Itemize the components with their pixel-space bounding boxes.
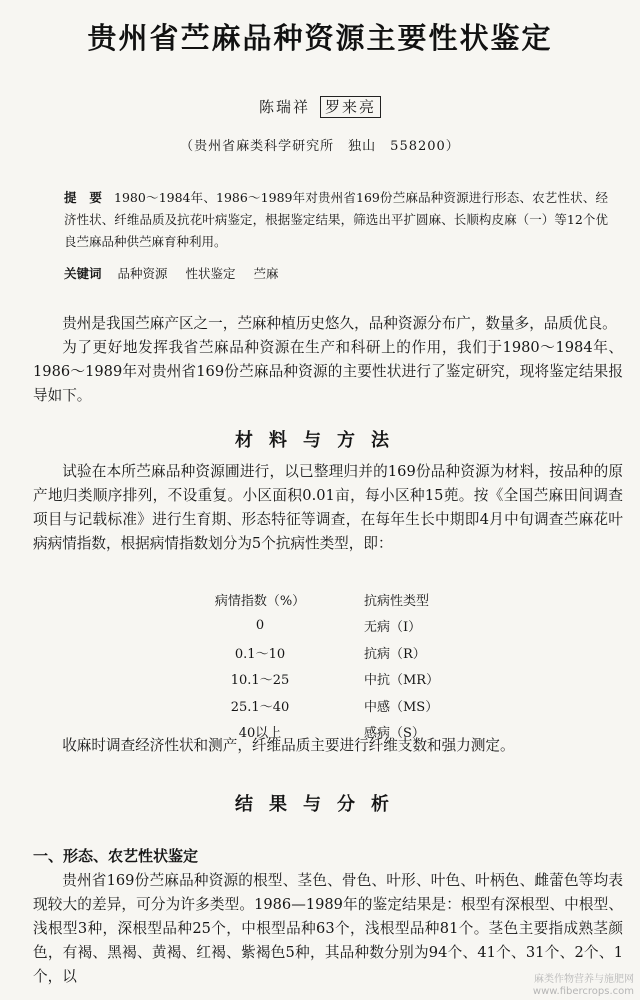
subsection-heading: 一、形态、农艺性状鉴定 [33, 847, 199, 865]
results-paragraph: 贵州省169份苎麻品种资源的根型、茎色、骨色、叶形、叶色、叶柄色、雌蕾色等均表现较大的差异，可分为许多类型。1986—1989年的鉴定结果是：根型有深根型、中根型、浅根型3种，深根型品种25个，中根型品种63个，浅根型品种81个。茎色主要指成熟茎颜色，有褐、黑褐、黄褐、红褐、紫褐色5种，其品种数分别为94个、41个、31个、2个、1个，以 [33, 872, 623, 985]
intro-paragraph-2: 为了更好地发挥我省苎麻品种资源在生产和科研上的作用，我们于1980～1984年、1986～1989年对贵州省169份苎麻品种资源的主要性状进行了鉴定研究，现将鉴定结果报导如下。 [33, 339, 623, 404]
table-cell: 抗病（R） [364, 646, 426, 662]
author-line [0, 96, 640, 117]
table-header-row [180, 586, 484, 613]
abstract [64, 187, 608, 253]
watermark-line: 麻类作物营养与施肥网 [534, 974, 634, 985]
table-cell: 10.1～25 [230, 673, 290, 689]
author-name: 陈瑞祥 [258, 98, 310, 116]
keywords-label: 关键词 [64, 266, 102, 281]
intro-paragraph-1: 贵州是我国苎麻产区之一，苎麻种植历史悠久，品种资源分布广，数量多，品质优良。 [62, 315, 617, 332]
paper-title: 贵州省苎麻品种资源主要性状鉴定 [87, 21, 553, 55]
affiliation: （贵州省麻类科学研究所 独山 558200） [180, 139, 460, 154]
watermark-line: www.fibercrops.com [532, 986, 634, 997]
table-cell: 0 [255, 618, 265, 634]
abstract-label: 提 要 [64, 190, 103, 205]
table-row [180, 666, 484, 693]
keyword: 品种资源 [117, 266, 168, 281]
harvest-paragraph: 收麻时调查经济性状和测产，纤维品质主要进行纤维支数和强力测定。 [62, 737, 515, 754]
site-watermark [533, 974, 634, 998]
table-cell: 25.1～40 [230, 699, 290, 715]
table-header-cell: 病情指数（%） [214, 593, 306, 609]
author-name-boxed: 罗来亮 [320, 96, 381, 118]
keywords [64, 264, 608, 284]
section-heading-methods: 材料与方法 [235, 430, 405, 451]
abstract-text: 1980～1984年、1986～1989年对贵州省169份苎麻品种资源进行形态、农艺性状、经济性状、纤维品质及抗花叶病鉴定，根据鉴定结果，筛选出平扩圆麻、长顺构皮麻（一）等12个优良苎麻品种供苎麻育种利用。 [64, 190, 608, 249]
table-cell: 感病（S） [364, 726, 425, 742]
table-row [180, 692, 484, 719]
intro-section [33, 312, 623, 408]
table-cell: 40以上 [238, 726, 282, 742]
table-cell: 中抗（MR） [364, 673, 440, 689]
keyword: 苎麻 [253, 266, 279, 281]
keyword: 性状鉴定 [185, 266, 236, 281]
table-row [180, 639, 484, 666]
disease-grade-table [180, 586, 484, 745]
section-heading-results: 结果与分析 [235, 794, 405, 815]
table-row [180, 613, 484, 640]
methods-paragraph: 试验在本所苎麻品种资源圃进行，以已整理归并的169份品种资源为材料，按品种的原产地归类顺序排列，不设重复。小区面积0.01亩，每小区种15蔸。按《全国苎麻田间调查项目与记载标准》进行生育期、形态特征等调查，在每年生长中期即4月中旬调查苎麻花叶病病情指数，根据病情指数划分为5个抗病性类型，即： [33, 463, 623, 552]
table-cell: 无病（I） [364, 620, 422, 636]
table-header-cell: 抗病性类型 [364, 593, 430, 609]
table-cell: 0.1～10 [234, 646, 286, 662]
table-cell: 中感（MS） [364, 699, 439, 715]
